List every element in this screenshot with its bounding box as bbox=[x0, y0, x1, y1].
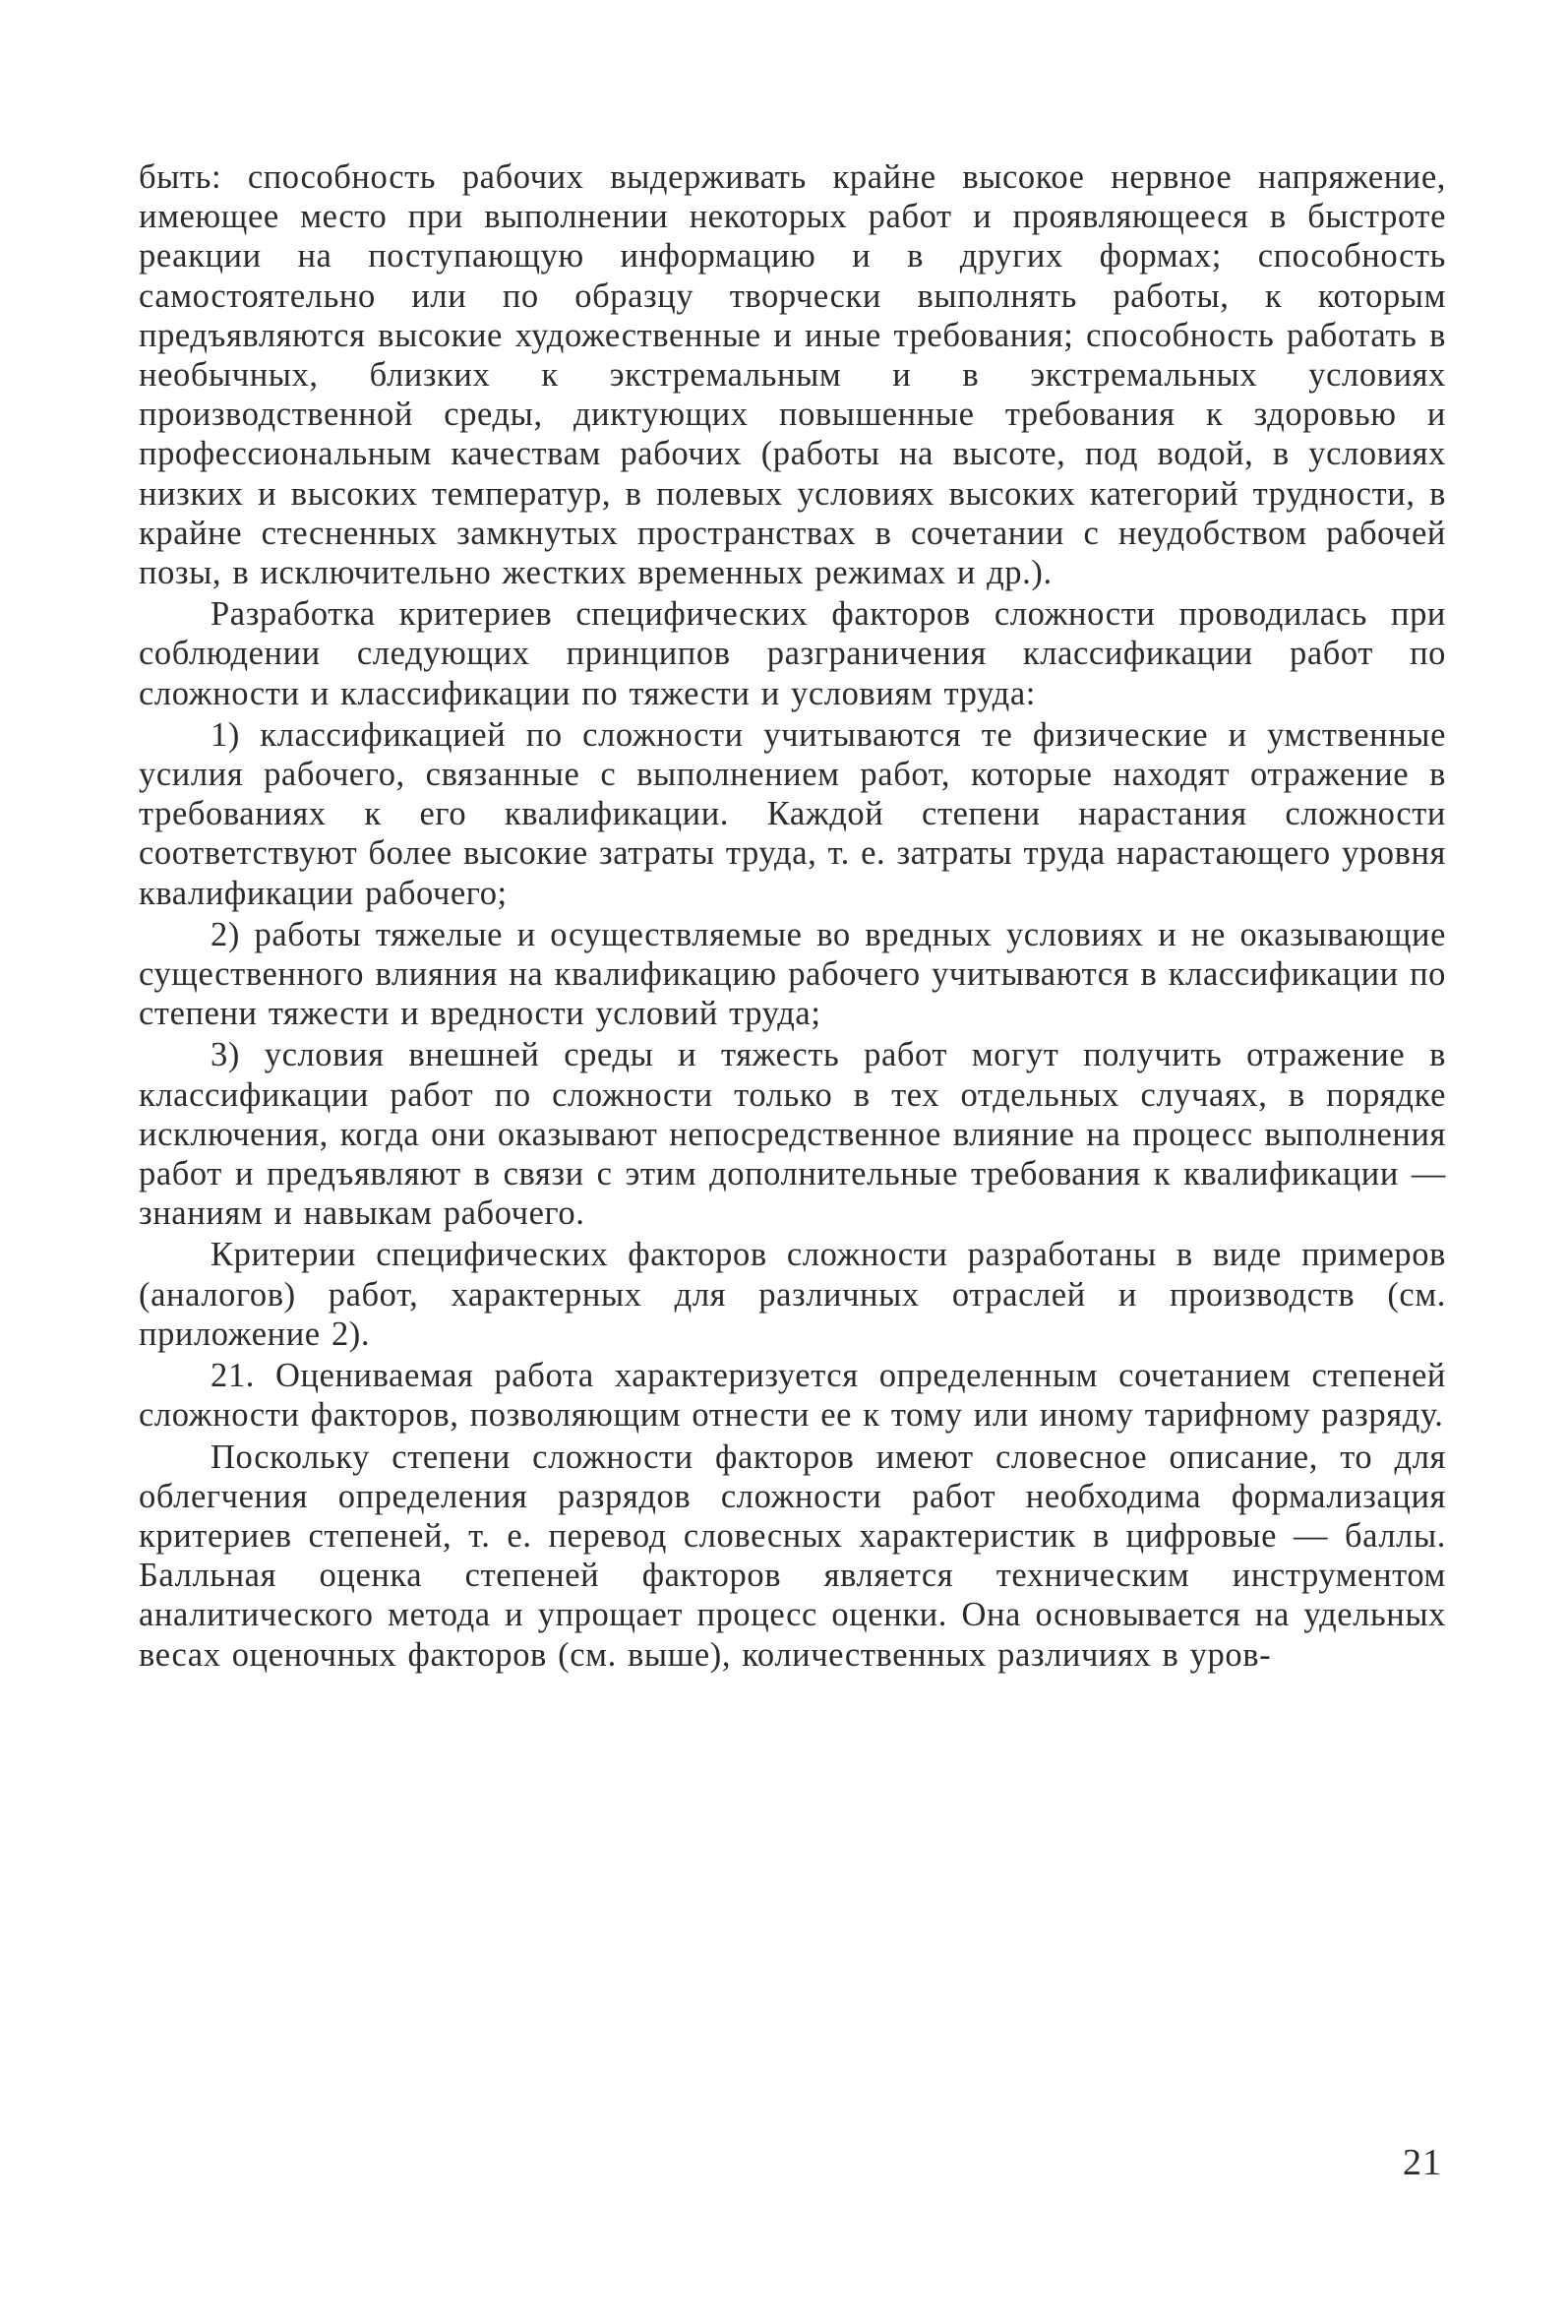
paragraph-principle-2: 2) работы тяжелые и осуществляемые во вредных условиях и не оказывающие существенного влияния на квалификацию рабочего учитываются в классификации по степени тяжести и вредности условий труда; bbox=[139, 915, 1446, 1033]
paragraph-principle-3: 3) условия внешней среды и тяжесть работ могут получить отражение в классификации работ по сложности только в тех отдельных случаях, в порядке исключения, когда они оказывают непосредственное влияние на процесс выполнения работ и предъявляют в связи с этим дополнительные требования к квалификации — знаниям и навыкам рабочего. bbox=[139, 1036, 1446, 1233]
paragraph-continuation: быть: способность рабочих выдерживать крайне высокое нервное напряжение, имеющее место при выполнении некоторых работ и проявляющееся в быстроте реакции на поступающую информацию и в других формах; способность самостоятельно или по образцу творчески выполнять работы, к которым предъявляются высокие художественные и иные требования; способность работать в необычных, близких к экстремальным и в экстремальных условиях производственной среды, диктующих повышенные требования к здоровью и профессиональным качествам рабочих (работы на высоте, под водой, в условиях низких и высоких температур, в полевых условиях высоких категорий трудности, в крайне стесненных замкнутых пространствах в сочетании с неудобством рабочей позы, в исключительно жестких временных режимах и др.). bbox=[139, 158, 1446, 592]
paragraph-item-21: 21. Оцениваемая работа характеризуется определенным сочетанием степеней сложности факторов, позволяющим отнести ее к тому или иному тарифному разряду. bbox=[139, 1357, 1446, 1435]
paragraph-point-evaluation: Поскольку степени сложности факторов имеют словесное описание, то для облегчения определения разрядов сложности работ необходима формализация критериев степеней, т. е. перевод словесных характеристик в цифровые — баллы. Балльная оценка степеней факторов является техническим инструментом аналитического метода и упрощает процесс оценки. Она основывается на удельных весах оценочных факторов (см. выше), количественных различиях в уров- bbox=[139, 1437, 1446, 1674]
paragraph-criteria-development: Разработка критериев специфических факторов сложности проводилась при соблюдении следующих принципов разграничения классификации работ по сложности и классификации по тяжести и условиям труда: bbox=[139, 595, 1446, 712]
page-number: 21 bbox=[1403, 2142, 1442, 2183]
paragraph-principle-1: 1) классификацией по сложности учитываются те физические и умственные усилия рабочего, связанные с выполнением работ, которые находят отражение в требованиях к его квалификации. Каждой степени нарастания сложности соответствуют более высокие затраты труда, т. е. затраты труда нарастающего уровня квалификации рабочего; bbox=[139, 715, 1446, 912]
paragraph-criteria-examples: Критерии специфических факторов сложности разработаны в виде примеров (аналогов) работ, характерных для различных отраслей и производств (см. приложение 2). bbox=[139, 1236, 1446, 1353]
body-text bbox=[139, 157, 1446, 1677]
